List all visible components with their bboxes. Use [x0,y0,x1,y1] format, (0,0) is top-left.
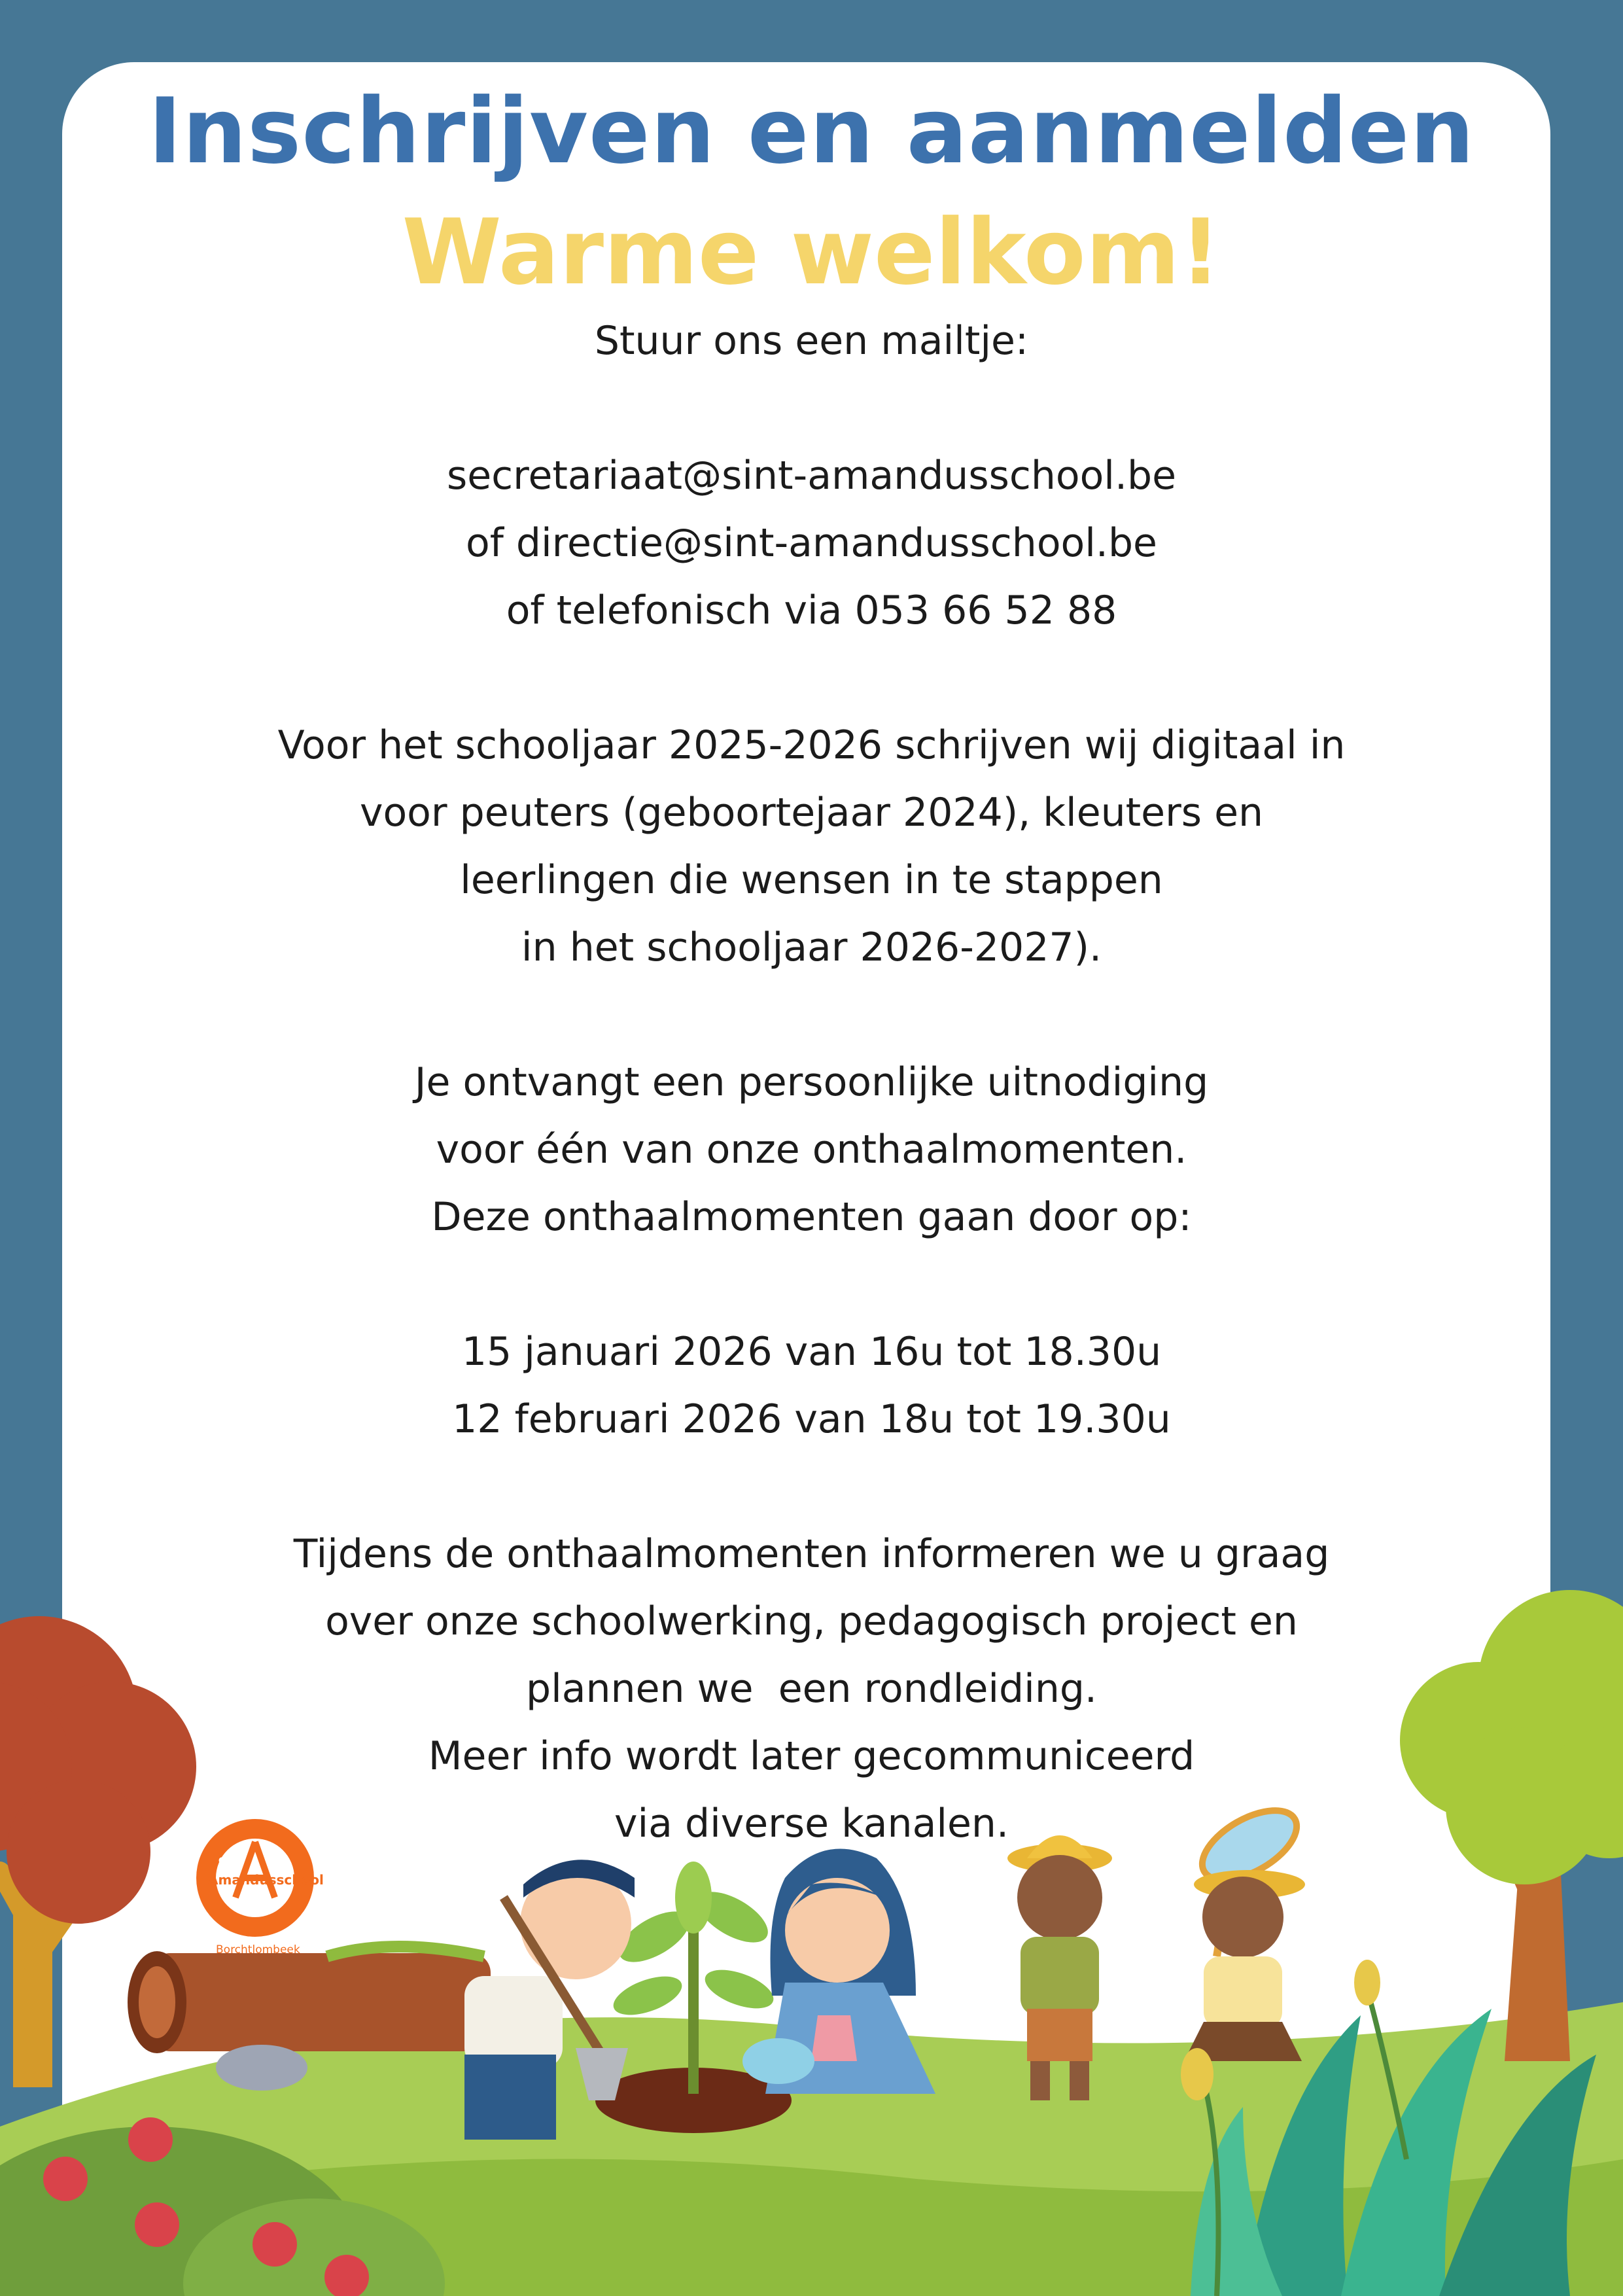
logo-text-line1: St. [218,1856,241,1872]
logo-place: Borchtlombeek [216,1943,300,1956]
child-shovel-icon [464,1860,635,2140]
registration-line: Voor het schooljaar 2025-2026 schrijven wij digitaal in [277,722,1346,768]
email-secretariat[interactable]: secretariaat@sint-amandusschool.be [446,453,1177,499]
info-line: plannen we een rondleiding. [525,1666,1098,1712]
page-title: Inschrijven en aanmelden [148,79,1475,184]
child-net-icon [1184,1796,1308,2061]
date-line: 12 februari 2026 van 18u tot 19.30u [452,1396,1171,1442]
info-line: over onze schoolwerking, pedagogisch project en [325,1598,1298,1644]
page-subtitle: Warme welkom! [402,200,1221,305]
phone-number: of telefonisch via 053 66 52 88 [506,588,1117,633]
logo-text-line2: Amandusschool [208,1872,324,1888]
green-tree-icon [1400,1590,1623,2061]
registration-line: voor peuters (geboortejaar 2024), kleuters en [359,790,1264,836]
info-line: via diverse kanalen. [614,1801,1009,1846]
info-line: Meer info wordt later gecommuniceerd [428,1733,1195,1779]
registration-line: leerlingen die wensen in te stappen [460,857,1163,903]
email-direction[interactable]: of directie@sint-amandusschool.be [466,520,1157,566]
info-line: Tijdens de onthaalmomenten informeren we u graag [293,1531,1330,1577]
registration-line: in het schooljaar 2026-2027). [521,925,1102,970]
invitation-line: Deze onthaalmomenten gaan door op: [431,1194,1192,1240]
school-logo [196,1819,324,1956]
invitation-line: voor één van onze onthaalmomenten. [436,1127,1187,1173]
date-line: 15 januari 2026 van 16u tot 18.30u [461,1329,1162,1375]
child-watering-icon [742,1848,935,2094]
invitation-line: Je ontvangt een persoonlijke uitnodiging [414,1059,1209,1105]
contact-intro: Stuur ons een mailtje: [594,318,1029,364]
